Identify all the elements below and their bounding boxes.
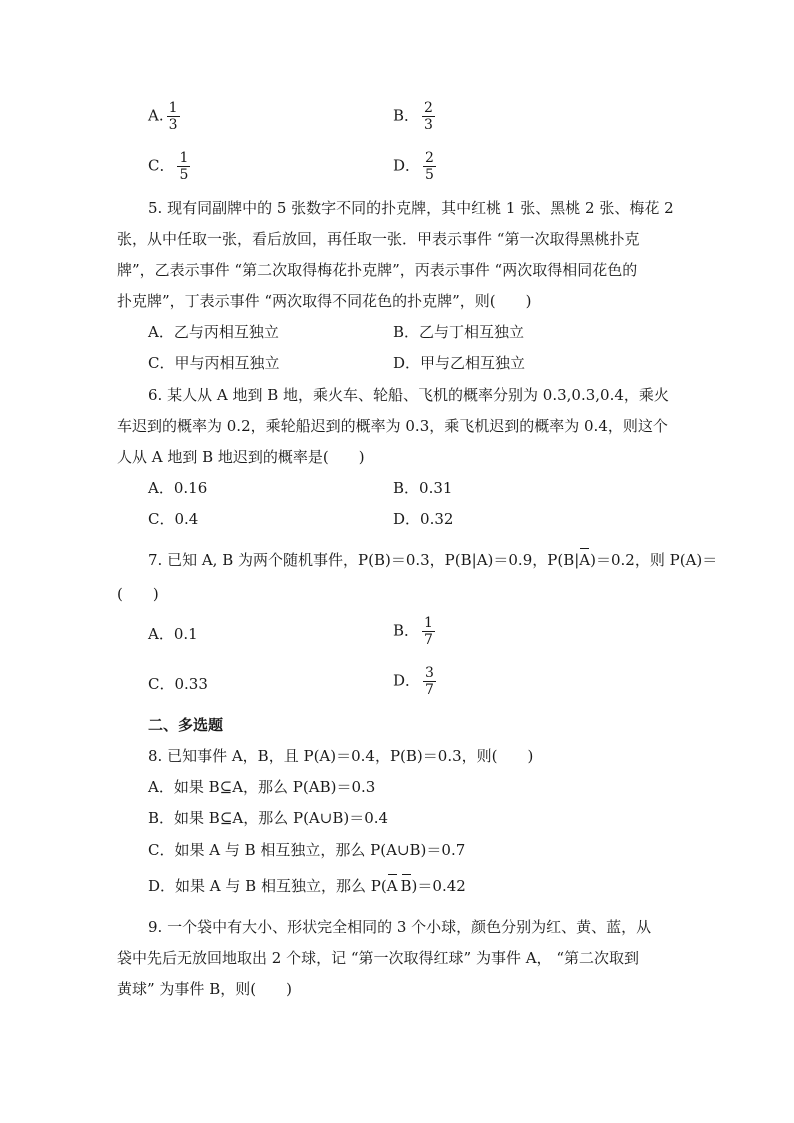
q9-stem-line-1: 9. 一个袋中有大小、形状完全相同的 3 个小球，颜色分别为红、黄、蓝，从	[148, 918, 652, 936]
q4-option-a	[148, 100, 180, 133]
q5-option-c: C．甲与丙相互独立	[148, 354, 280, 372]
q4-option-c	[148, 150, 190, 183]
complement-symbol: A	[386, 877, 398, 895]
denominator: 5	[425, 167, 434, 183]
q7-stem-line-2: ( )	[117, 585, 159, 603]
numerator: 1	[179, 150, 189, 166]
fraction	[423, 150, 436, 183]
numerator: 1	[424, 615, 433, 631]
numerator: 1	[168, 100, 178, 116]
q7-stem-part: 7. 已知 A, B 为两个随机事件，P(B)＝0.3，P(B|A)＝0.9，P(B|	[148, 551, 580, 569]
q7-option-d	[393, 665, 436, 698]
complement-symbol: A	[579, 551, 591, 569]
denominator: 7	[425, 682, 434, 698]
q8-option-c: C．如果 A 与 B 相互独立，那么 P(A∪B)＝0.7	[148, 841, 466, 859]
q9-stem-line-3: 黄球” 为事件 B，则( )	[117, 980, 292, 998]
q6-option-b: B．0.31	[393, 479, 453, 497]
option-label: B．	[393, 621, 420, 640]
q8-option-d-part: )＝0.42	[411, 877, 466, 895]
q5-stem-line-1: 5. 现有同副牌中的 5 张数字不同的扑克牌，其中红桃 1 张、黑桃 2 张、梅花 2	[148, 199, 674, 217]
q4-option-d	[393, 150, 436, 183]
q5-option-b: B．乙与丁相互独立	[393, 323, 525, 341]
q6-stem-line-3: 人从 A 地到 B 地迟到的概率是( )	[117, 448, 365, 466]
option-label: A.	[148, 106, 164, 125]
q6-option-d: D．0.32	[393, 510, 454, 528]
q5-stem-line-3: 牌”，乙表示事件 “第二次取得梅花扑克牌”，丙表示事件 “两次取得相同花色的	[117, 261, 638, 279]
fraction	[167, 100, 180, 133]
q8-option-b: B．如果 B⊆A，那么 P(A∪B)＝0.4	[148, 809, 389, 827]
q5-option-a: A．乙与丙相互独立	[148, 323, 279, 341]
q5-stem-line-4: 扑克牌”，丁表示事件 “两次取得不同花色的扑克牌”，则( )	[117, 292, 532, 310]
denominator: 3	[424, 117, 433, 133]
fraction	[422, 100, 435, 133]
numerator: 3	[425, 665, 434, 681]
q4-option-b	[393, 100, 435, 133]
fraction	[177, 150, 190, 183]
option-label: C．	[148, 156, 175, 175]
q6-stem-line-2: 车迟到的概率为 0.2，乘轮船迟到的概率为 0.3，乘飞机迟到的概率为 0.4，则这个	[117, 417, 668, 435]
numerator: 2	[424, 100, 433, 116]
q5-stem-line-2: 张，从中任取一张，看后放回，再任取一张．甲表示事件 “第一次取得黑桃扑克	[117, 230, 640, 248]
q7-option-b	[393, 615, 435, 648]
denominator: 3	[168, 117, 178, 133]
q6-option-a: A．0.16	[148, 479, 208, 497]
option-label: D．	[393, 671, 421, 690]
q8-option-a: A．如果 B⊆A，那么 P(AB)＝0.3	[148, 778, 376, 796]
q9-stem-line-2: 袋中先后无放回地取出 2 个球，记 “第一次取得红球” 为事件 A， “第二次取到	[117, 949, 639, 967]
q6-option-c: C．0.4	[148, 510, 199, 528]
q8-stem: 8. 已知事件 A，B，且 P(A)＝0.4，P(B)＝0.3，则( )	[148, 747, 534, 765]
q7-option-a: A．0.1	[148, 625, 198, 643]
complement-symbol: B	[400, 877, 412, 895]
section-title: 二、多选题	[148, 716, 224, 734]
option-label: D．	[393, 156, 421, 175]
q7-option-c: C．0.33	[148, 675, 208, 693]
q7-stem-line-1	[148, 550, 718, 570]
q5-option-d: D．甲与乙相互独立	[393, 354, 526, 372]
q7-stem-part: )＝0.2，则 P(A)＝	[590, 551, 718, 569]
option-label: B．	[393, 106, 420, 125]
q6-stem-line-1: 6. 某人从 A 地到 B 地，乘火车、轮船、飞机的概率分别为 0.3,0.3,0.4，乘火	[148, 386, 669, 404]
denominator: 7	[424, 632, 433, 648]
fraction	[422, 615, 435, 648]
denominator: 5	[179, 167, 189, 183]
fraction	[423, 665, 436, 698]
q8-option-d-part: D．如果 A 与 B 相互独立，那么 P(	[148, 877, 387, 895]
numerator: 2	[425, 150, 434, 166]
q8-option-d	[148, 876, 466, 896]
